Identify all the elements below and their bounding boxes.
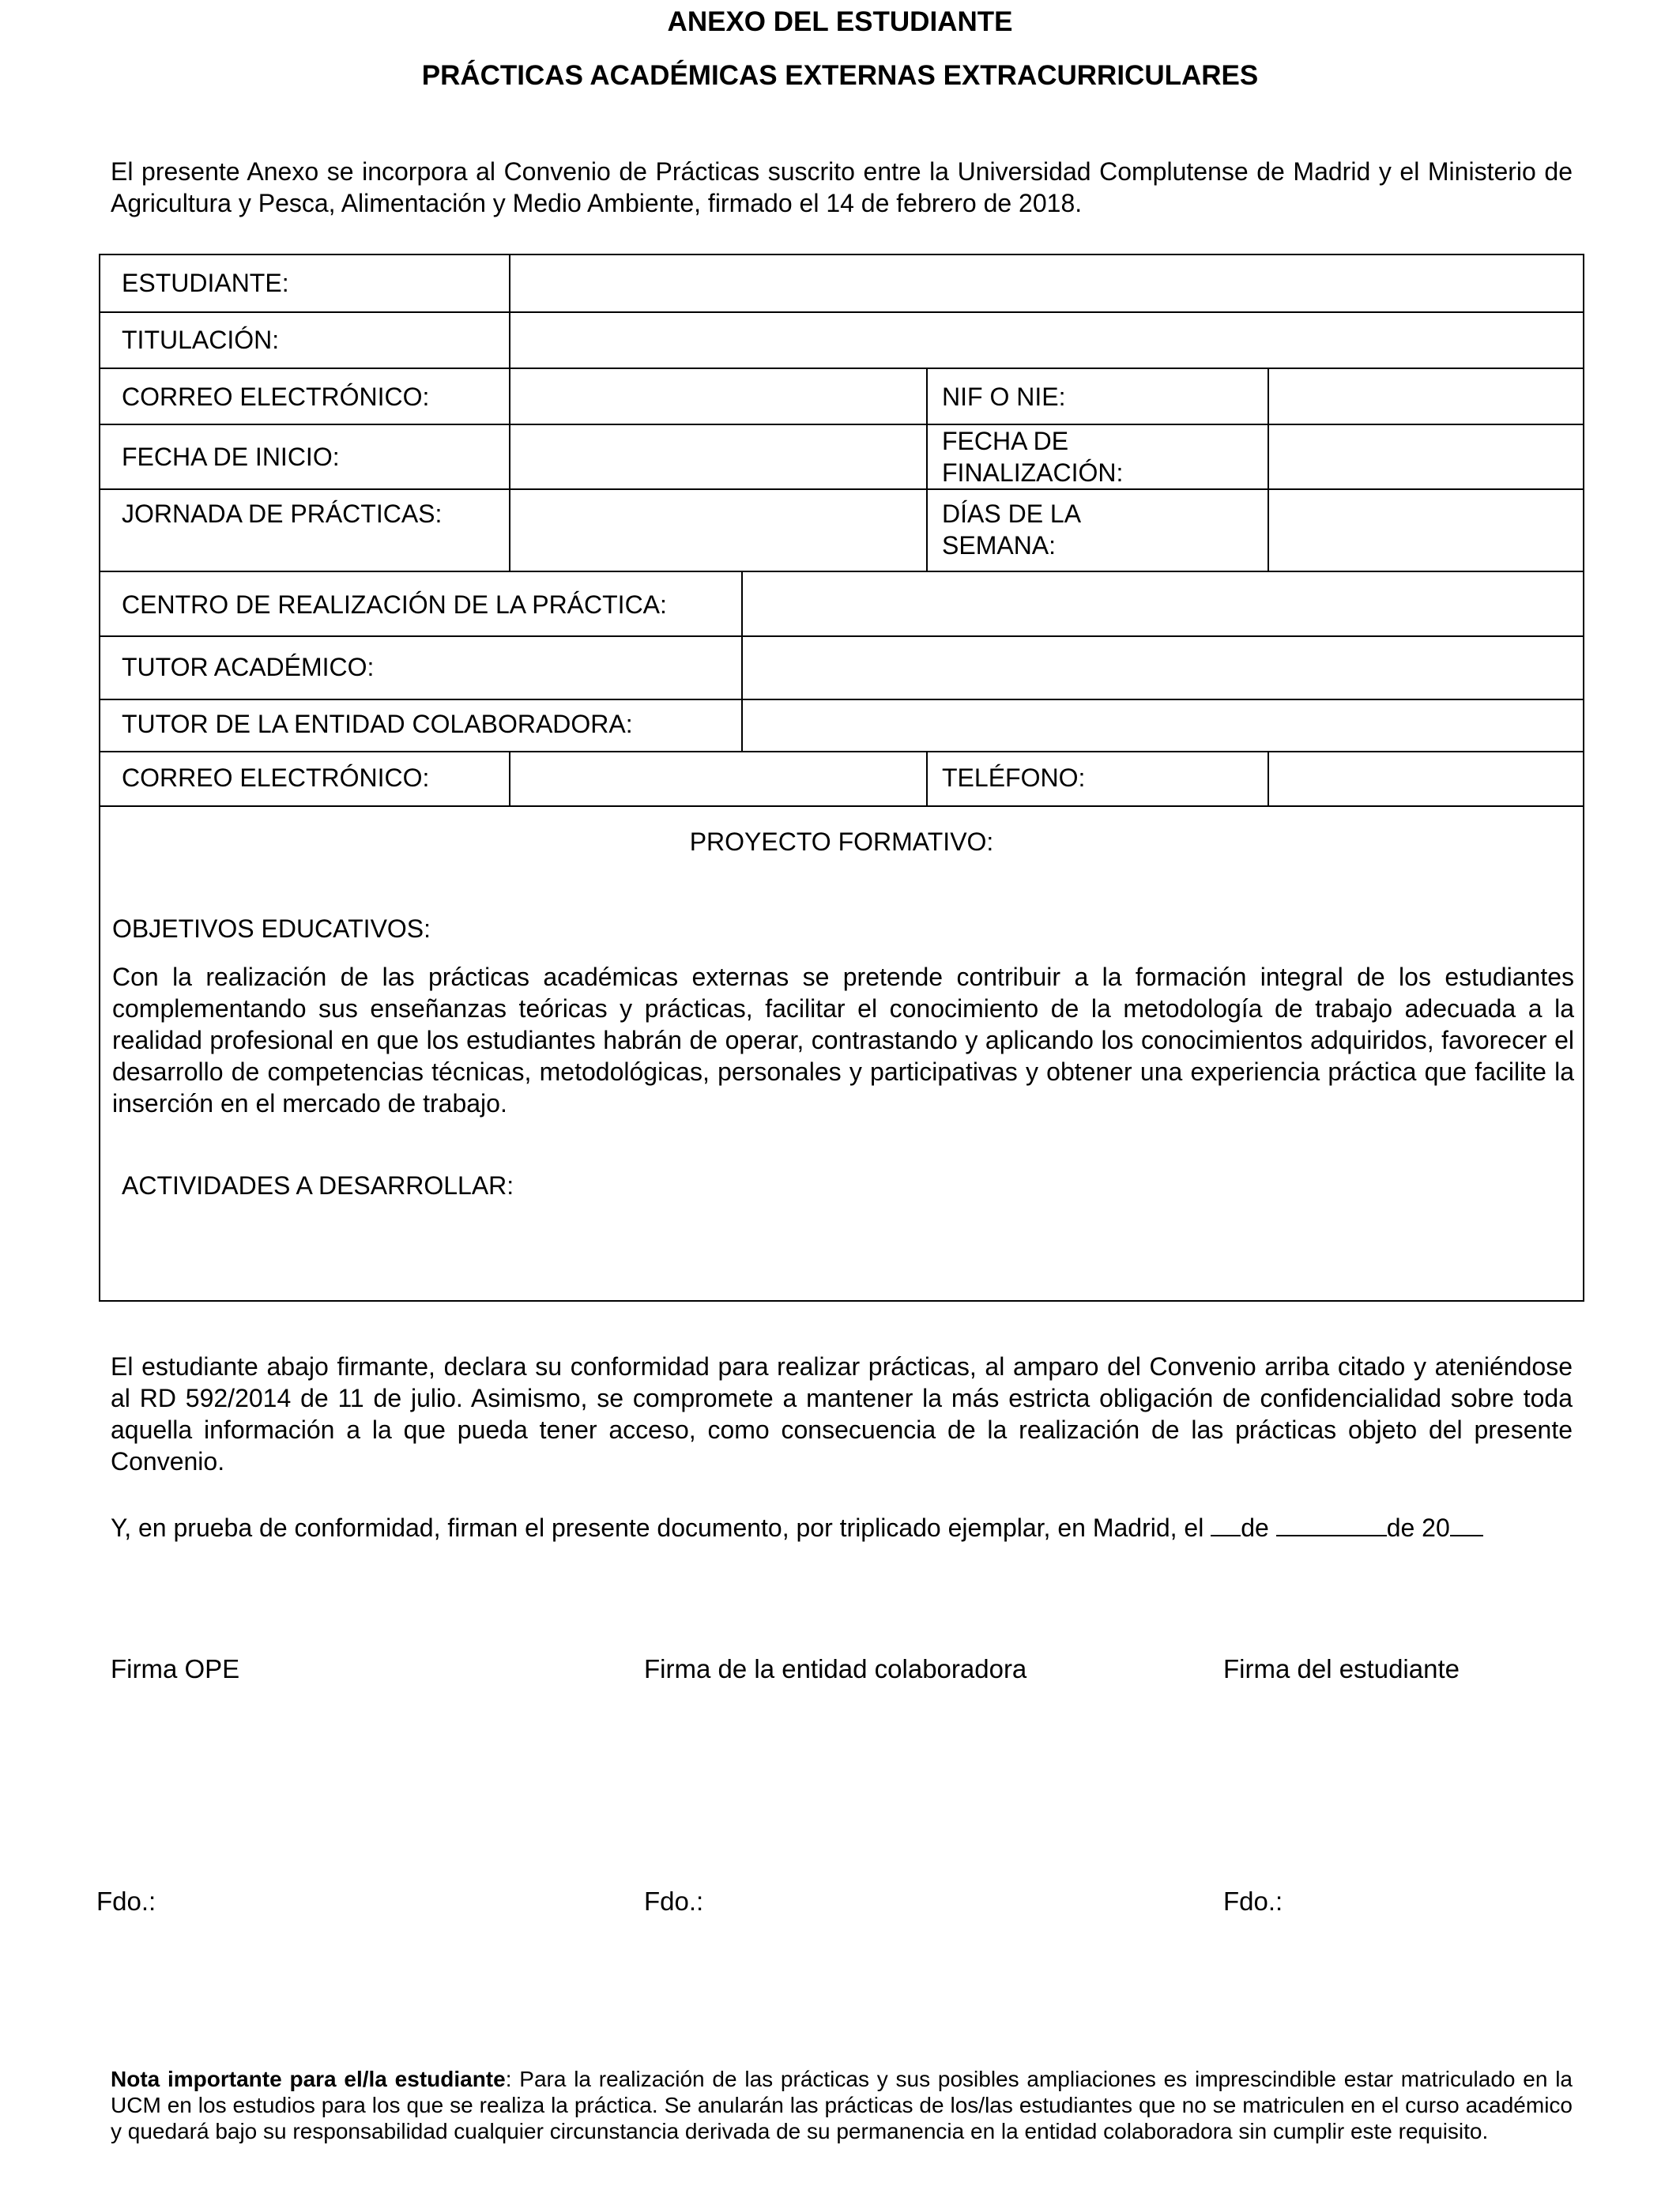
objetivos-text: Con la realización de las prácticas académicas externas se pretende contribuir a la formación integral de los estudiantes complementando sus enseñanzas teóricas y prácticas, facilitar el conocimiento de la metodología de trabajo adecuada a la realidad profesional en que los estudiantes habrán de operar, contrastando y aplicando los conocimientos adquiridos, favorecer el desarrollo de competencias técnicas, metodológicas, personales y participativas y obtener una experiencia práctica que facilite la inserción en el mercado de trabajo. — [112, 963, 1574, 1118]
intro-paragraph: El presente Anexo se incorpora al Convenio de Prácticas suscrito entre la Universidad Complutense de Madrid y el Ministerio de Agricultura y Pesca, Alimentación y Medio Ambiente, firmado el 14 de febrero de 2018. — [111, 157, 1573, 217]
label-telefono: TELÉFONO: — [942, 763, 1086, 792]
centro-field[interactable] — [743, 572, 1583, 635]
label-nif: NIF O NIE: — [942, 383, 1066, 411]
label-tutor-academico: TUTOR ACADÉMICO: — [122, 653, 375, 681]
actividades-field[interactable] — [102, 1208, 1581, 1299]
nif-field[interactable] — [1269, 369, 1583, 424]
label-fecha-inicio: FECHA DE INICIO: — [122, 443, 340, 471]
label-fecha-fin-line1: FECHA DE — [942, 427, 1069, 455]
fecha-inicio-field[interactable] — [510, 425, 926, 488]
label-fecha-fin-line2: FINALIZACIÓN: — [942, 458, 1124, 487]
page-title: ANEXO DEL ESTUDIANTE — [667, 6, 1013, 37]
declaration-paragraph: El estudiante abajo firmante, declara su conformidad para realizar prácticas, al amparo del Convenio arriba citado y ateniéndose al RD 592/2014 de 11 de julio. Asimismo, se compromete a mantener la más estricta obligación de confidencialidad sobre toda aquella información a la que pueda tener acceso, como consecuencia de la realización de las prácticas objeto del presente Convenio. — [111, 1352, 1573, 1476]
tutor-academico-field[interactable] — [743, 637, 1583, 699]
conformity-line — [111, 1512, 1483, 1544]
page-subtitle: PRÁCTICAS ACADÉMICAS EXTERNAS EXTRACURRICULARES — [421, 60, 1259, 91]
conformity-de1: de — [1241, 1514, 1269, 1542]
student-form-table — [99, 254, 1584, 1302]
actividades-label: ACTIVIDADES A DESARROLLAR: — [122, 1171, 514, 1200]
important-note — [111, 2066, 1573, 2144]
fdo-entidad: Fdo.: — [644, 1887, 704, 1916]
conformity-text: Y, en prueba de conformidad, firman el presente documento, por triplicado ejemplar, en Madrid, el — [111, 1514, 1204, 1542]
fecha-fin-field[interactable] — [1269, 425, 1583, 488]
objetivos-label: OBJETIVOS EDUCATIVOS: — [112, 914, 431, 943]
note-text: : Para la realización de las prácticas y sus posibles ampliaciones es imprescindible estar matriculado en la UCM en los estudios para los que se realiza la práctica. Se anularán las prácticas de los/las estudiantes que no se matriculen en el curso académico y quedará bajo su responsabilidad cualquier circunstancia derivada de su permanencia en la entidad colaboradora sin cumplir este requisito. — [111, 2067, 1573, 2143]
month-blank[interactable] — [1276, 1513, 1387, 1536]
label-dias-line1: DÍAS DE LA — [942, 499, 1082, 528]
proyecto-formativo-heading: PROYECTO FORMATIVO: — [689, 827, 994, 856]
label-jornada: JORNADA DE PRÁCTICAS: — [122, 499, 443, 528]
signature-ope-label: Firma OPE — [111, 1654, 240, 1683]
label-dias-line2: SEMANA: — [942, 531, 1057, 560]
day-blank[interactable] — [1211, 1513, 1241, 1536]
year-blank[interactable] — [1450, 1513, 1483, 1536]
label-correo-tutor: CORREO ELECTRÓNICO: — [122, 763, 430, 792]
signature-estudiante-label: Firma del estudiante — [1223, 1654, 1460, 1683]
jornada-field[interactable] — [510, 490, 926, 571]
label-centro: CENTRO DE REALIZACIÓN DE LA PRÁCTICA: — [122, 590, 667, 619]
estudiante-field[interactable] — [510, 255, 1583, 311]
fdo-ope: Fdo.: — [96, 1887, 156, 1916]
label-correo: CORREO ELECTRÓNICO: — [122, 383, 430, 411]
note-bold: Nota importante para el/la estudiante — [111, 2067, 506, 2091]
correo-field[interactable] — [510, 369, 926, 424]
label-estudiante: ESTUDIANTE: — [122, 269, 289, 297]
fdo-estudiante: Fdo.: — [1223, 1887, 1283, 1916]
correo-tutor-field[interactable] — [510, 752, 926, 805]
titulacion-field[interactable] — [510, 313, 1583, 368]
conformity-de2: de 20 — [1386, 1514, 1450, 1542]
signature-entidad-label: Firma de la entidad colaboradora — [644, 1654, 1027, 1683]
dias-field[interactable] — [1269, 490, 1583, 571]
telefono-field[interactable] — [1269, 752, 1583, 805]
label-titulacion: TITULACIÓN: — [122, 326, 280, 354]
label-tutor-entidad: TUTOR DE LA ENTIDAD COLABORADORA: — [122, 710, 633, 738]
tutor-entidad-field[interactable] — [743, 700, 1583, 751]
